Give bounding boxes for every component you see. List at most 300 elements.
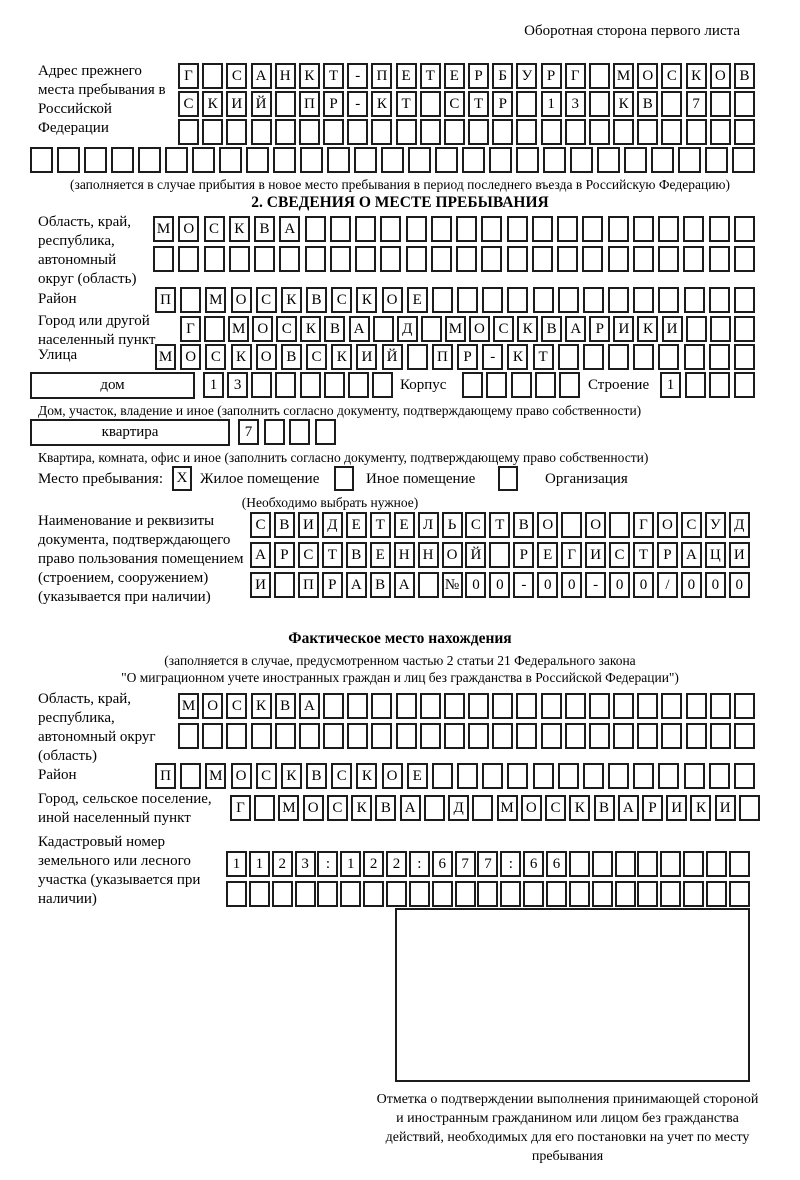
char-box[interactable] xyxy=(481,216,502,242)
char-box[interactable] xyxy=(541,693,562,719)
char-box[interactable]: : xyxy=(500,851,521,877)
char-box[interactable]: И xyxy=(729,542,750,568)
char-box[interactable]: Т xyxy=(396,91,417,117)
char-box[interactable] xyxy=(396,119,417,145)
char-box[interactable]: К xyxy=(613,91,634,117)
char-box[interactable]: Р xyxy=(657,542,678,568)
char-box[interactable]: 2 xyxy=(272,851,293,877)
char-box[interactable]: Г xyxy=(230,795,251,821)
char-box[interactable]: Г xyxy=(565,63,586,89)
char-box[interactable]: А xyxy=(279,216,300,242)
char-box[interactable]: С xyxy=(681,512,702,538)
char-box[interactable]: 0 xyxy=(729,572,750,598)
char-box[interactable] xyxy=(299,119,320,145)
char-box[interactable] xyxy=(709,763,730,789)
char-box[interactable]: Е xyxy=(407,287,428,313)
char-box[interactable] xyxy=(558,763,579,789)
char-box[interactable]: А xyxy=(618,795,639,821)
char-box[interactable]: С xyxy=(178,91,199,117)
char-box[interactable]: М xyxy=(613,63,634,89)
char-box[interactable]: И xyxy=(715,795,736,821)
char-box[interactable] xyxy=(219,147,242,173)
char-box[interactable] xyxy=(511,372,532,398)
char-box[interactable] xyxy=(420,693,441,719)
char-box[interactable] xyxy=(347,119,368,145)
char-box[interactable]: У xyxy=(516,63,537,89)
char-box[interactable] xyxy=(202,63,223,89)
char-box[interactable]: С xyxy=(465,512,486,538)
char-box[interactable]: - xyxy=(347,91,368,117)
char-box[interactable]: А xyxy=(349,316,370,342)
char-box[interactable]: О xyxy=(469,316,490,342)
char-box[interactable] xyxy=(734,316,755,342)
char-box[interactable]: К xyxy=(356,763,377,789)
char-box[interactable] xyxy=(633,287,654,313)
char-box[interactable]: 0 xyxy=(633,572,654,598)
char-box[interactable] xyxy=(734,91,755,117)
char-box[interactable]: К xyxy=(690,795,711,821)
char-box[interactable]: О xyxy=(382,287,403,313)
char-box[interactable]: К xyxy=(351,795,372,821)
char-box[interactable]: В xyxy=(346,542,367,568)
char-box[interactable] xyxy=(371,723,392,749)
char-box[interactable]: Г xyxy=(178,63,199,89)
char-box[interactable]: 0 xyxy=(489,572,510,598)
char-box[interactable]: М xyxy=(205,763,226,789)
char-box[interactable] xyxy=(435,147,458,173)
char-box[interactable] xyxy=(507,287,528,313)
char-box[interactable]: А xyxy=(251,63,272,89)
char-box[interactable]: Г xyxy=(633,512,654,538)
char-box[interactable] xyxy=(569,851,590,877)
char-box[interactable]: Т xyxy=(633,542,654,568)
char-box[interactable] xyxy=(637,881,658,907)
char-box[interactable] xyxy=(516,147,539,173)
char-box[interactable] xyxy=(178,119,199,145)
char-box[interactable]: 2 xyxy=(386,851,407,877)
char-box[interactable] xyxy=(734,763,755,789)
char-box[interactable]: - xyxy=(347,63,368,89)
char-box[interactable]: И xyxy=(666,795,687,821)
char-box[interactable] xyxy=(734,119,755,145)
char-box[interactable]: 3 xyxy=(565,91,586,117)
char-box[interactable] xyxy=(251,372,272,398)
char-box[interactable] xyxy=(396,693,417,719)
char-box[interactable] xyxy=(444,723,465,749)
char-box[interactable]: С xyxy=(205,344,226,370)
char-box[interactable]: П xyxy=(298,572,319,598)
char-box[interactable] xyxy=(457,287,478,313)
char-box[interactable]: М xyxy=(497,795,518,821)
char-box[interactable]: Г xyxy=(561,542,582,568)
char-box[interactable]: Р xyxy=(323,91,344,117)
char-box[interactable]: Р xyxy=(274,542,295,568)
char-box[interactable] xyxy=(180,763,201,789)
char-box[interactable] xyxy=(229,246,250,272)
char-box[interactable]: С xyxy=(306,344,327,370)
char-box[interactable] xyxy=(324,372,345,398)
char-box[interactable] xyxy=(381,147,404,173)
char-box[interactable] xyxy=(706,851,727,877)
char-box[interactable] xyxy=(705,147,728,173)
char-box[interactable] xyxy=(608,763,629,789)
char-box[interactable]: О xyxy=(303,795,324,821)
char-box[interactable]: Н xyxy=(394,542,415,568)
char-box[interactable]: К xyxy=(299,63,320,89)
char-box[interactable] xyxy=(734,216,755,242)
char-box[interactable] xyxy=(305,216,326,242)
char-box[interactable] xyxy=(709,372,730,398)
char-box[interactable]: Е xyxy=(407,763,428,789)
char-box[interactable] xyxy=(424,795,445,821)
char-box[interactable] xyxy=(274,572,295,598)
char-box[interactable] xyxy=(685,372,706,398)
char-box[interactable]: К xyxy=(356,287,377,313)
char-box[interactable]: В xyxy=(637,91,658,117)
char-box[interactable] xyxy=(709,287,730,313)
char-box[interactable] xyxy=(226,723,247,749)
char-box[interactable]: Т xyxy=(533,344,554,370)
char-box[interactable]: - xyxy=(513,572,534,598)
char-box[interactable]: В xyxy=(594,795,615,821)
char-box[interactable] xyxy=(202,723,223,749)
char-box[interactable] xyxy=(138,147,161,173)
char-box[interactable]: Р xyxy=(468,63,489,89)
char-box[interactable] xyxy=(561,512,582,538)
char-box[interactable]: С xyxy=(256,763,277,789)
char-box[interactable]: В xyxy=(324,316,345,342)
char-box[interactable]: О xyxy=(537,512,558,538)
char-box[interactable] xyxy=(710,119,731,145)
char-box[interactable]: Р xyxy=(589,316,610,342)
char-box[interactable] xyxy=(327,147,350,173)
char-box[interactable]: Т xyxy=(322,542,343,568)
char-box[interactable] xyxy=(421,316,442,342)
char-box[interactable]: Т xyxy=(468,91,489,117)
char-box[interactable]: О xyxy=(252,316,273,342)
char-box[interactable] xyxy=(710,723,731,749)
char-box[interactable]: 1 xyxy=(340,851,361,877)
char-box[interactable] xyxy=(734,723,755,749)
char-box[interactable] xyxy=(246,147,269,173)
char-box[interactable]: Е xyxy=(396,63,417,89)
char-box[interactable]: Р xyxy=(541,63,562,89)
char-box[interactable] xyxy=(637,119,658,145)
char-box[interactable]: 0 xyxy=(537,572,558,598)
char-box[interactable] xyxy=(660,851,681,877)
char-box[interactable] xyxy=(273,147,296,173)
char-box[interactable] xyxy=(84,147,107,173)
char-box[interactable] xyxy=(558,344,579,370)
char-box[interactable] xyxy=(683,851,704,877)
char-box[interactable]: 0 xyxy=(561,572,582,598)
char-box[interactable] xyxy=(583,763,604,789)
char-box[interactable] xyxy=(589,723,610,749)
char-box[interactable] xyxy=(354,147,377,173)
char-box[interactable] xyxy=(734,372,755,398)
char-box[interactable] xyxy=(543,147,566,173)
char-box[interactable]: Д xyxy=(322,512,343,538)
char-box[interactable]: 7 xyxy=(477,851,498,877)
char-box[interactable]: М xyxy=(155,344,176,370)
char-box[interactable]: И xyxy=(613,316,634,342)
char-box[interactable] xyxy=(204,316,225,342)
char-box[interactable]: И xyxy=(250,572,271,598)
char-box[interactable]: О xyxy=(231,287,252,313)
char-box[interactable]: В xyxy=(275,693,296,719)
char-box[interactable]: С xyxy=(204,216,225,242)
char-box[interactable]: С xyxy=(226,63,247,89)
char-box[interactable]: С xyxy=(493,316,514,342)
char-box[interactable] xyxy=(289,419,310,445)
char-box[interactable]: Д xyxy=(729,512,750,538)
char-box[interactable] xyxy=(589,63,610,89)
char-box[interactable] xyxy=(323,723,344,749)
char-box[interactable] xyxy=(455,881,476,907)
char-box[interactable]: Р xyxy=(642,795,663,821)
char-box[interactable]: М xyxy=(278,795,299,821)
char-box[interactable]: 3 xyxy=(227,372,248,398)
char-box[interactable] xyxy=(468,693,489,719)
char-box[interactable]: М xyxy=(153,216,174,242)
char-box[interactable]: К xyxy=(686,63,707,89)
char-box[interactable]: В xyxy=(541,316,562,342)
char-box[interactable] xyxy=(541,723,562,749)
char-box[interactable]: 7 xyxy=(455,851,476,877)
char-box[interactable] xyxy=(408,147,431,173)
char-box[interactable] xyxy=(372,372,393,398)
char-box[interactable]: 1 xyxy=(249,851,270,877)
char-box[interactable]: С xyxy=(276,316,297,342)
char-box[interactable]: О xyxy=(710,63,731,89)
char-box[interactable] xyxy=(396,723,417,749)
char-box[interactable] xyxy=(251,723,272,749)
char-box[interactable]: П xyxy=(371,63,392,89)
char-box[interactable] xyxy=(457,763,478,789)
char-box[interactable]: А xyxy=(394,572,415,598)
char-box[interactable] xyxy=(592,881,613,907)
char-box[interactable] xyxy=(557,246,578,272)
char-box[interactable] xyxy=(254,795,275,821)
char-box[interactable] xyxy=(686,316,707,342)
char-box[interactable] xyxy=(658,287,679,313)
char-box[interactable] xyxy=(363,881,384,907)
char-box[interactable] xyxy=(637,693,658,719)
char-box[interactable] xyxy=(432,287,453,313)
char-box[interactable] xyxy=(729,851,750,877)
char-box[interactable]: 0 xyxy=(705,572,726,598)
char-box[interactable] xyxy=(386,881,407,907)
char-box[interactable]: Н xyxy=(275,63,296,89)
char-box[interactable] xyxy=(661,723,682,749)
char-box[interactable] xyxy=(249,881,270,907)
char-box[interactable]: О xyxy=(657,512,678,538)
char-box[interactable] xyxy=(192,147,215,173)
char-box[interactable] xyxy=(684,763,705,789)
char-box[interactable]: П xyxy=(155,763,176,789)
char-box[interactable] xyxy=(456,216,477,242)
char-box[interactable]: К xyxy=(281,763,302,789)
char-box[interactable] xyxy=(651,147,674,173)
char-box[interactable]: В xyxy=(306,287,327,313)
char-box[interactable]: 3 xyxy=(295,851,316,877)
char-box[interactable] xyxy=(340,881,361,907)
char-box[interactable] xyxy=(608,246,629,272)
char-box[interactable]: Е xyxy=(370,542,391,568)
char-box[interactable] xyxy=(709,216,730,242)
char-box[interactable]: С xyxy=(331,287,352,313)
char-box[interactable] xyxy=(541,119,562,145)
char-box[interactable] xyxy=(683,216,704,242)
char-box[interactable] xyxy=(347,723,368,749)
char-box[interactable]: 1 xyxy=(541,91,562,117)
char-box[interactable]: Н xyxy=(418,542,439,568)
char-box[interactable] xyxy=(684,344,705,370)
char-box[interactable] xyxy=(373,316,394,342)
char-box[interactable]: К xyxy=(202,91,223,117)
char-box[interactable]: П xyxy=(299,91,320,117)
char-box[interactable]: Б xyxy=(492,63,513,89)
char-box[interactable]: О xyxy=(231,763,252,789)
char-box[interactable]: Р xyxy=(513,542,534,568)
char-box[interactable] xyxy=(686,119,707,145)
char-box[interactable] xyxy=(658,246,679,272)
char-box[interactable] xyxy=(734,693,755,719)
char-box[interactable] xyxy=(500,881,521,907)
char-box[interactable] xyxy=(355,216,376,242)
char-box[interactable]: В xyxy=(370,572,391,598)
char-box[interactable] xyxy=(300,147,323,173)
char-box[interactable] xyxy=(275,91,296,117)
char-box[interactable] xyxy=(275,119,296,145)
char-box[interactable] xyxy=(565,693,586,719)
char-box[interactable]: В xyxy=(306,763,327,789)
char-box[interactable] xyxy=(734,344,755,370)
char-box[interactable]: С xyxy=(327,795,348,821)
char-box[interactable]: 6 xyxy=(523,851,544,877)
char-box[interactable] xyxy=(710,693,731,719)
char-box[interactable]: А xyxy=(681,542,702,568)
char-box[interactable] xyxy=(565,723,586,749)
char-box[interactable]: М xyxy=(445,316,466,342)
char-box[interactable] xyxy=(492,723,513,749)
char-box[interactable] xyxy=(729,881,750,907)
char-box[interactable]: Ц xyxy=(705,542,726,568)
char-box[interactable] xyxy=(279,246,300,272)
char-box[interactable]: О xyxy=(521,795,542,821)
char-box[interactable] xyxy=(683,881,704,907)
char-box[interactable] xyxy=(371,119,392,145)
char-box[interactable] xyxy=(406,246,427,272)
char-box[interactable]: А xyxy=(346,572,367,598)
char-box[interactable] xyxy=(533,287,554,313)
char-box[interactable] xyxy=(317,881,338,907)
char-box[interactable] xyxy=(592,851,613,877)
char-box[interactable] xyxy=(330,216,351,242)
char-box[interactable] xyxy=(489,542,510,568)
char-box[interactable]: Е xyxy=(346,512,367,538)
char-box[interactable] xyxy=(323,693,344,719)
char-box[interactable] xyxy=(569,881,590,907)
char-box[interactable] xyxy=(615,851,636,877)
char-box[interactable] xyxy=(111,147,134,173)
char-box[interactable]: А xyxy=(299,693,320,719)
char-box[interactable] xyxy=(272,881,293,907)
char-box[interactable] xyxy=(492,119,513,145)
char-box[interactable] xyxy=(734,287,755,313)
char-box[interactable]: - xyxy=(585,572,606,598)
char-box[interactable] xyxy=(330,246,351,272)
char-box[interactable]: С xyxy=(250,512,271,538)
char-box[interactable]: И xyxy=(298,512,319,538)
char-box[interactable]: Й xyxy=(382,344,403,370)
char-box[interactable]: С xyxy=(661,63,682,89)
char-box[interactable] xyxy=(532,246,553,272)
char-box[interactable] xyxy=(468,723,489,749)
char-box[interactable]: В xyxy=(274,512,295,538)
char-box[interactable]: Й xyxy=(251,91,272,117)
char-box[interactable] xyxy=(597,147,620,173)
char-box[interactable] xyxy=(637,851,658,877)
char-box[interactable] xyxy=(348,372,369,398)
char-box[interactable] xyxy=(516,723,537,749)
checkbox-other-premises[interactable] xyxy=(334,466,354,491)
char-box[interactable] xyxy=(523,881,544,907)
char-box[interactable]: И xyxy=(356,344,377,370)
char-box[interactable] xyxy=(633,344,654,370)
char-box[interactable]: П xyxy=(432,344,453,370)
char-box[interactable]: О xyxy=(382,763,403,789)
char-box[interactable]: 0 xyxy=(465,572,486,598)
checkbox-residential[interactable]: X xyxy=(172,466,192,491)
char-box[interactable] xyxy=(226,881,247,907)
char-box[interactable] xyxy=(178,246,199,272)
char-box[interactable] xyxy=(462,147,485,173)
char-box[interactable] xyxy=(371,693,392,719)
char-box[interactable] xyxy=(409,881,430,907)
char-box[interactable]: К xyxy=(251,693,272,719)
char-box[interactable] xyxy=(706,881,727,907)
char-box[interactable] xyxy=(486,372,507,398)
char-box[interactable]: У xyxy=(705,512,726,538)
char-box[interactable] xyxy=(507,246,528,272)
char-box[interactable]: / xyxy=(657,572,678,598)
char-box[interactable] xyxy=(444,119,465,145)
char-box[interactable]: Е xyxy=(394,512,415,538)
char-box[interactable] xyxy=(420,91,441,117)
char-box[interactable] xyxy=(202,119,223,145)
char-box[interactable] xyxy=(557,216,578,242)
char-box[interactable]: М xyxy=(178,693,199,719)
char-box[interactable] xyxy=(678,147,701,173)
char-box[interactable] xyxy=(462,372,483,398)
char-box[interactable] xyxy=(254,246,275,272)
char-box[interactable] xyxy=(661,91,682,117)
char-box[interactable]: В xyxy=(513,512,534,538)
char-box[interactable]: С xyxy=(331,763,352,789)
char-box[interactable]: С xyxy=(609,542,630,568)
char-box[interactable] xyxy=(661,693,682,719)
char-box[interactable]: Е xyxy=(444,63,465,89)
char-box[interactable] xyxy=(482,763,503,789)
char-box[interactable]: К xyxy=(507,344,528,370)
char-box[interactable] xyxy=(709,344,730,370)
char-box[interactable]: Л xyxy=(418,512,439,538)
char-box[interactable] xyxy=(482,287,503,313)
char-box[interactable] xyxy=(516,119,537,145)
char-box[interactable] xyxy=(178,723,199,749)
char-box[interactable]: А xyxy=(250,542,271,568)
